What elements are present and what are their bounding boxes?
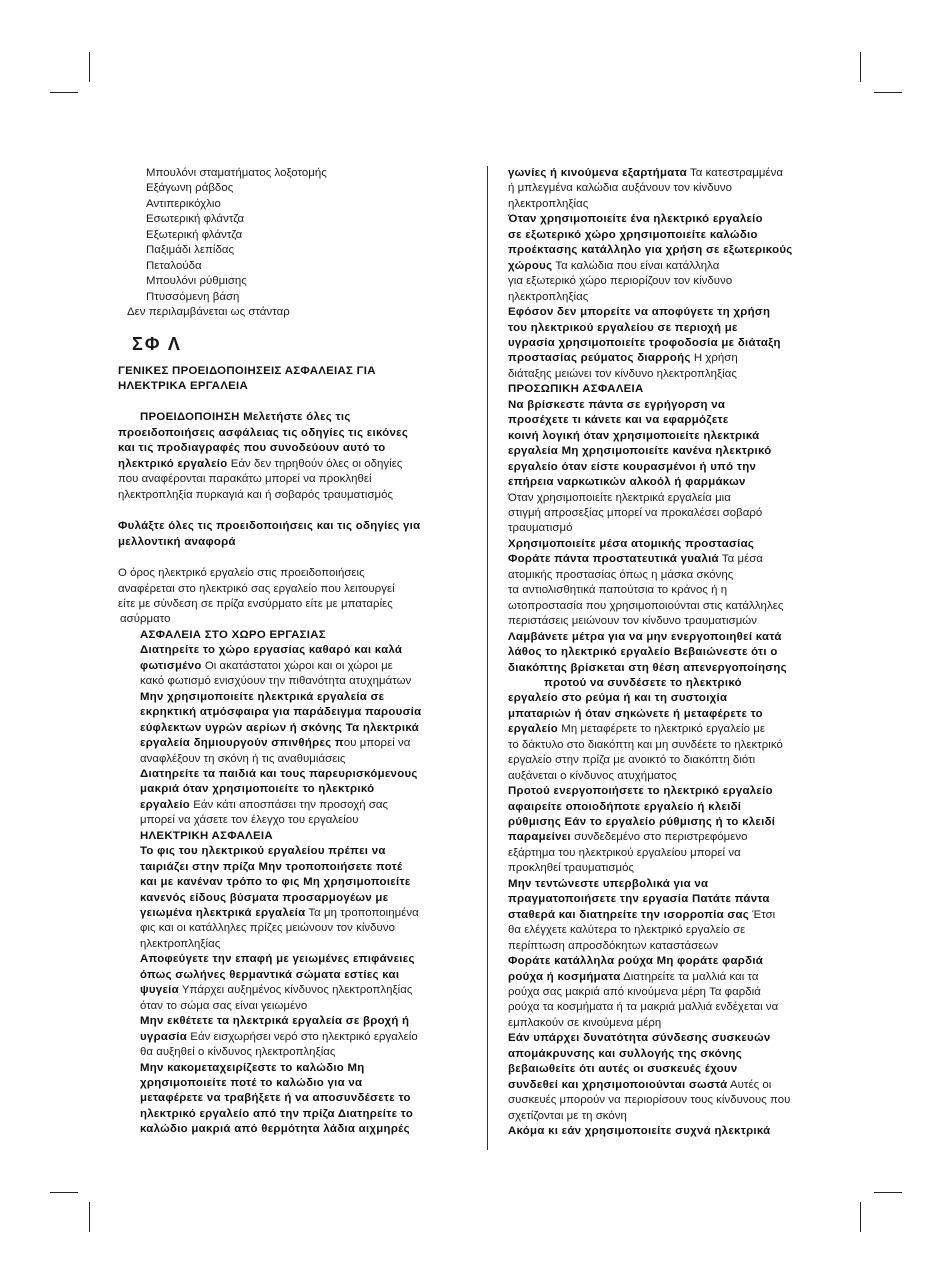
text-line <box>508 676 838 691</box>
body-text: Εάν εισχωρήσει νερό στο ηλεκτρικό εργαλείο <box>187 1030 418 1043</box>
text-line <box>118 968 468 983</box>
body-text: Υπάρχει αυξημένος κίνδυνος ηλεκτροπληξίας <box>178 984 413 997</box>
body-text: ατομικής προστασίας όπως η μάσκα σκόνης <box>508 568 734 581</box>
text-line <box>508 583 838 598</box>
body-text: Οι ακατάστατοι χώροι και οι χώροι με <box>201 659 393 672</box>
bold-text: Φοράτε πάντα προστατευτικά γυαλιά <box>508 553 719 566</box>
body-text: Διατηρείτε τα μαλλιά και τα <box>620 970 759 983</box>
text-line <box>118 612 468 627</box>
bold-text: προτού να συνδέσετε το ηλεκτρικό <box>544 676 742 689</box>
parts-list-item: Εξωτερική φλάντζα <box>146 228 243 241</box>
parts-list-item: Αντιπερικόχλιο <box>146 197 221 210</box>
body-text: ου μπορεί να <box>343 737 411 750</box>
bold-text: Εάν υπάρχει δυνατότητα σύνδεσης συσκευών <box>508 1032 771 1045</box>
text-line <box>508 521 838 536</box>
text-line <box>508 552 838 567</box>
text-line <box>508 877 838 892</box>
body-text: Μη μεταφέρετε το ηλεκτρικό εργαλείο με <box>558 723 765 736</box>
bold-text: μελλοντική αναφορά <box>118 535 236 548</box>
text-line <box>118 937 468 952</box>
bold-text: υγρασία χρησιμοποιείτε τροφοδοσία με διάταξη <box>508 336 781 349</box>
body-text: τα αντιολισθητικά παπούτσια το κράνος ή η <box>508 584 728 597</box>
parts-list-item: Παξιμάδι λεπίδας <box>146 244 235 257</box>
text-line <box>118 1045 468 1060</box>
bold-text: Φυλάξτε όλες τις προειδοποιήσεις και τις οδηγίες για <box>118 520 421 533</box>
body-text: ρούχα τα κοσμήματα ή τα μακριά μαλλιά ενδέχεται να <box>508 1001 779 1014</box>
bold-text: διακόπτης βρίσκεται στη θέση απενεργοποίησης <box>508 661 787 674</box>
body-text: Έτσι <box>749 908 776 921</box>
text-line <box>508 321 838 336</box>
warning-paragraph <box>118 410 468 503</box>
text-line <box>508 892 838 907</box>
bold-text: εύφλεκτων υγρών αερίων ή σκόνης Τα ηλεκτρικά <box>140 721 419 734</box>
bold-text: ΑΣΦΑΛΕΙΑ ΣΤΟ ΧΩΡΟ ΕΡΓΑΣΙΑΣ <box>140 628 326 641</box>
body-text: θα αυξηθεί ο κίνδυνος ηλεκτροπληξίας <box>140 1046 336 1059</box>
text-line <box>118 426 468 441</box>
text-line <box>508 614 838 629</box>
text-line <box>508 274 838 289</box>
body-text: αυξάνεται ο κίνδυνος ατυχήματος <box>508 769 677 782</box>
text-line <box>118 798 468 813</box>
text-line <box>118 891 468 906</box>
crop-mark-bottom-right-h <box>874 1192 902 1193</box>
text-line <box>508 1062 838 1077</box>
not-included-note: Δεν περιλαμβάνεται ως στάνταρ <box>127 306 290 319</box>
bold-text: μπαταριών ή όταν σηκώνετε ή μεταφέρετε το <box>508 707 763 720</box>
body-text: ηλεκτροπληξίας <box>508 290 589 303</box>
text-line <box>118 767 468 782</box>
text-line <box>508 738 838 753</box>
text-line <box>508 351 838 366</box>
bold-text: συνδεθεί και χρησιμοποιούνται σωστά <box>508 1078 728 1091</box>
text-line <box>508 181 838 196</box>
text-line <box>508 290 838 305</box>
text-line <box>508 243 838 258</box>
body-text: αναφέρεται στο ηλεκτρικό σας εργαλείο που λειτουργεί <box>118 582 395 595</box>
text-line <box>508 1031 838 1046</box>
bold-text: πραγματοποιήσετε την εργασία Πατάτε πάντα <box>508 893 770 906</box>
text-line <box>118 844 468 859</box>
body-text: όταν το σώμα σας είναι γειωμένο <box>140 999 308 1012</box>
body-text: σχετίζονται με τη σκόνη <box>508 1109 627 1122</box>
body-text: στιγμή απροσεξίας μπορεί να προκαλέσει σοβαρό <box>508 506 763 519</box>
body-text: ωτοπροστασία που χρησιμοποιούνται στις κατάλληλες <box>508 599 784 612</box>
body-text: συσκευές μπορούν να περιορίσουν τους κίνδυνους που <box>508 1094 791 1107</box>
text-line <box>118 1030 468 1045</box>
text-line <box>508 491 838 506</box>
text-line <box>118 875 468 890</box>
text-line <box>508 444 838 459</box>
bold-text: Μην χρησιμοποιείτε ηλεκτρικά εργαλεία σε <box>140 690 385 703</box>
text-line <box>118 674 468 689</box>
bold-text: προσέχετε τι κάνετε και να εφαρμόζετε <box>508 414 729 427</box>
general-warnings-title-line: ΗΛΕΚΤΡΙΚΑ ΕΡΓΑΛΕΙΑ <box>118 379 248 392</box>
bold-text: χρησιμοποιείτε ποτέ το καλώδιο για να <box>140 1077 363 1090</box>
text-line <box>508 985 838 1000</box>
body-text: ηλεκτροπληξίας <box>140 937 221 950</box>
body-text: μπορεί να χάσετε τον έλεγχο του εργαλείου <box>140 814 359 827</box>
body-text: Τα μη τροποποιημένα <box>305 907 419 920</box>
right-column <box>508 166 838 1140</box>
bold-text: απομάκρυνσης και συλλογής της σκόνης <box>508 1047 743 1060</box>
crop-mark-bottom-left <box>89 1202 90 1232</box>
text-line <box>508 398 838 413</box>
bold-text: αφαιρείτε οποιοδήποτε εργαλείο ή κλειδί <box>508 800 742 813</box>
body-text: αναφλέξουν τη σκόνη ή τις αναθυμιάσεις <box>140 752 346 765</box>
body-text: είτε με σύνδεση σε πρίζα ενσύρματο είτε με μπαταρίες <box>118 597 393 610</box>
parts-list-item: Πεταλούδα <box>146 259 202 272</box>
bold-text: ψυγεία <box>140 984 179 997</box>
body-text: εμπλακούν σε κινούμενα μέρη <box>508 1016 662 1029</box>
bold-text: Λαμβάνετε μέτρα για να μην ενεργοποιηθεί κατά <box>508 630 782 643</box>
text-line <box>508 800 838 815</box>
bold-text: Διατηρείτε το χώρο εργασίας καθαρό και καλά <box>140 644 403 657</box>
body-text: κακό φωτισμό ενισχύουν την πιθανότητα ατυχημάτων <box>140 675 412 688</box>
text-line <box>118 752 468 767</box>
bold-text: ΠΡΟΣΩΠΙΚΗ ΑΣΦΑΛΕΙΑ <box>508 383 644 396</box>
text-line <box>508 212 838 227</box>
text-line <box>118 782 468 797</box>
bold-text: σε εξωτερικό χώρο χρησιμοποιείτε καλώδιο <box>508 228 758 241</box>
text-line <box>508 197 838 212</box>
bold-text: και με κανέναν τρόπο το φις Μη χρησιμοποιείτε <box>140 876 411 889</box>
bold-text: γειωμένα ηλεκτρικά εργαλεία <box>140 907 306 920</box>
text-line <box>118 597 468 612</box>
bold-text: ΠΡΟΕΙΔΟΠΟΙΗΣΗ Μελετήστε όλες τις <box>140 411 351 424</box>
text-line <box>118 906 468 921</box>
body-text: τραυματισμό <box>508 522 573 535</box>
text-line <box>508 815 838 830</box>
parts-list-item: Μπουλόνι ρύθμισης <box>146 275 247 288</box>
body-text: ασύρματο <box>120 613 171 626</box>
crop-mark-bottom-left-h <box>50 1192 78 1193</box>
column-divider <box>487 166 488 1150</box>
bold-text: εργαλείο <box>508 723 559 736</box>
text-line <box>118 643 468 658</box>
bold-text: φωτισμένο <box>140 659 202 672</box>
right-body-text <box>508 166 838 1140</box>
text-line <box>118 535 468 550</box>
bold-text: όπως σωλήνες θερμαντικά σώματα εστίες και <box>140 968 400 981</box>
body-text: Τα μέσα <box>718 553 763 566</box>
body-text: φις και οι κατάλληλες πρίζες μειώνουν τον κίνδυνο <box>140 922 395 935</box>
text-line <box>118 860 468 875</box>
bold-text: Να βρίσκεστε πάντα σε εγρήγορση να <box>508 398 726 411</box>
bold-text: Διατηρείτε τα παιδιά και τους παρευρισκόμενους <box>140 767 418 780</box>
bold-text: χώρους <box>508 259 553 272</box>
text-line <box>118 813 468 828</box>
text-line <box>118 921 468 936</box>
text-line <box>118 721 468 736</box>
section-heading: ΣΦ Λ <box>132 333 182 354</box>
general-warnings-title-line: ΓΕΝΙΚΕΣ ΠΡΟΕΙΔΟΠΟΙΗΣΕΙΣ ΑΣΦΑΛΕΙΑΣ ΓΙΑ <box>118 364 376 377</box>
crop-mark-top-left-h <box>50 92 78 93</box>
body-text: περίπτωση απροσδόκητων καταστάσεων <box>508 939 719 952</box>
bold-text: γωνίες ή κινούμενα εξαρτήματα <box>508 167 687 179</box>
bold-text: βεβαιωθείτε ότι αυτές οι συσκευές έχουν <box>508 1063 738 1076</box>
bold-text: εργαλεία δημιουργούν σπινθήρες π <box>140 737 344 750</box>
body-text: Ο όρος ηλεκτρικό εργαλείο στις προειδοποιήσεις <box>118 567 365 580</box>
text-line <box>508 722 838 737</box>
bold-text: ηλεκτρικό εργαλείο από την πρίζα Διατηρείτε το <box>140 1107 414 1120</box>
text-line <box>508 1124 838 1139</box>
text-line <box>508 475 838 490</box>
body-text: ή μπλεγμένα καλώδια αυξάνουν τον κίνδυνο <box>508 182 733 195</box>
body-text: Όταν χρησιμοποιείτε ηλεκτρικά εργαλεία μια <box>508 491 731 504</box>
text-line <box>508 954 838 969</box>
bold-text: προέκτασης κατάλληλο για χρήση σε εξωτερικούς <box>508 244 793 257</box>
text-line <box>118 690 468 705</box>
text-line <box>508 846 838 861</box>
bold-text: Εφόσον δεν μπορείτε να αποφύγετε τη χρήση <box>508 306 771 319</box>
text-line <box>508 784 838 799</box>
text-line <box>118 488 468 503</box>
text-line <box>118 582 468 597</box>
bold-text: καλώδιο μακριά από θερμότητα λάδια αιχμηρές <box>140 1123 410 1136</box>
text-line <box>508 599 838 614</box>
parts-list <box>118 166 468 305</box>
text-line <box>508 429 838 444</box>
text-line <box>118 829 468 844</box>
bold-text: Μην εκθέτετε τα ηλεκτρικά εργαλεία σε βροχή ή <box>140 1015 410 1028</box>
text-line <box>508 707 838 722</box>
body-text: ηλεκτροπληξίας <box>508 197 589 210</box>
body-text: για εξωτερικό χώρο περιορίζουν τον κίνδυνο <box>508 275 733 288</box>
text-line <box>118 736 468 751</box>
text-line <box>508 1000 838 1015</box>
text-line <box>508 259 838 274</box>
text-line <box>118 659 468 674</box>
bold-text: ρούχα ή κοσμήματα <box>508 970 621 983</box>
crop-mark-top-right-h <box>874 92 902 93</box>
text-line <box>508 568 838 583</box>
body-text: θα ελέγχετε καλύτερα το ηλεκτρικό εργαλείο σε <box>508 924 746 937</box>
bold-text: Όταν χρησιμοποιείτε ένα ηλεκτρικό εργαλείο <box>508 213 763 226</box>
parts-list-item: Πτυσσόμενη βάση <box>146 290 240 303</box>
crop-mark-top-left <box>89 52 90 82</box>
bold-text: λάθος το ηλεκτρικό εργαλείο Βεβαιώνεστε ότι ο <box>508 646 778 659</box>
body-text: προκληθεί τραυματισμός <box>508 862 634 875</box>
text-line <box>118 519 468 534</box>
bold-text: κοινή λογική όταν χρησιμοποιείτε ηλεκτρικά <box>508 429 760 442</box>
body-text: εργαλείο στην πρίζα με ανοικτό το διακόπτη διότι <box>508 754 756 767</box>
body-text: Εάν κάτι αποσπάσει την προσοχή σας <box>190 798 389 811</box>
bold-text: Αποφεύγετε την επαφή με γειωμένες επιφάνειες <box>140 953 415 966</box>
crop-mark-bottom-right <box>860 1202 861 1232</box>
bold-text: προειδοποιήσεις ασφάλειας τις οδηγίες τις εικόνες <box>118 426 409 439</box>
bold-text: ηλεκτρικό εργαλείο <box>118 457 228 470</box>
text-line <box>118 983 468 998</box>
text-line <box>508 691 838 706</box>
text-line <box>118 1014 468 1029</box>
text-line <box>508 367 838 382</box>
bold-text: Χρησιμοποιείτε μέσα ατομικής προστασίας <box>508 537 755 550</box>
body-text: Τα κατεστραμμένα <box>686 167 784 179</box>
parts-list-item: Εξάγωνη ράβδος <box>146 182 234 195</box>
text-line <box>118 1061 468 1076</box>
text-line <box>508 630 838 645</box>
bold-text: ρύθμισης Εάν το εργαλείο ρύθμισης ή το κλειδί <box>508 816 776 829</box>
body-text: συνδεδεμένο στο περιστρεφόμενο <box>570 831 748 844</box>
bold-text: μακριά όταν χρησιμοποιείτε το ηλεκτρικό <box>140 783 375 796</box>
bold-text: Προτού ενεργοποιήσετε το ηλεκτρικό εργαλείο <box>508 785 773 798</box>
text-line <box>118 566 468 581</box>
bold-text: ΗΛΕΚΤΡΙΚΗ ΑΣΦΑΛΕΙΑ <box>140 829 273 842</box>
body-text: το δάκτυλο στο διακόπτη και μη συνδέετε το ηλεκτρικό <box>508 738 783 751</box>
text-line <box>508 228 838 243</box>
body-text: που αναφέρονται παρακάτω μπορεί να προκληθεί <box>118 473 372 486</box>
text-line <box>508 769 838 784</box>
bold-text: προστασίας ρεύματος διαρροής <box>508 352 691 365</box>
bold-text: παραμείνει <box>508 831 571 844</box>
text-line <box>118 999 468 1014</box>
bold-text: Ακόμα κι εάν χρησιμοποιείτε συχνά ηλεκτρικά <box>508 1125 771 1138</box>
text-line <box>118 441 468 456</box>
body-text: Η χρήση <box>690 352 738 365</box>
bold-text: Το φις του ηλεκτρικού εργαλείου πρέπει να <box>140 845 386 858</box>
text-line <box>508 830 838 845</box>
body-text: Αυτές οι <box>727 1078 772 1091</box>
bold-text: υγρασία <box>140 1030 188 1043</box>
text-line <box>508 939 838 954</box>
text-line <box>508 908 838 923</box>
crop-mark-top-right <box>860 52 861 82</box>
text-line <box>508 753 838 768</box>
text-line <box>508 923 838 938</box>
body-text: ηλεκτροπληξία πυρκαγιά και ή σοβαρός τραυματισμός <box>118 488 394 501</box>
text-line <box>118 472 468 487</box>
text-line <box>508 1047 838 1062</box>
text-line <box>118 1091 468 1106</box>
bold-text: επήρεια ναρκωτικών αλκοόλ ή φαρμάκων <box>508 476 746 489</box>
text-line <box>508 1016 838 1031</box>
text-line <box>118 628 468 643</box>
left-body-text <box>118 566 468 1138</box>
parts-list-item: Εσωτερική φλάντζα <box>146 213 245 226</box>
bold-text: μεταφέρετε να τραβήξετε ή να αποσυνδέσετε το <box>140 1092 411 1105</box>
bold-text: σταθερά και διατηρείτε την ισορροπία σας <box>508 908 749 921</box>
text-line <box>508 661 838 676</box>
text-line <box>118 705 468 720</box>
bold-text: κανενός είδους βύσματα προσαρμογέων με <box>140 891 389 904</box>
text-line <box>508 1078 838 1093</box>
text-line <box>508 413 838 428</box>
keep-instructions-paragraph <box>118 519 468 550</box>
text-line <box>508 166 838 181</box>
bold-text: εργαλείο <box>140 798 191 811</box>
bold-text: ταιριάζει στην πρίζα Μην τροποποιήσετε ποτέ <box>140 860 403 873</box>
text-line <box>118 1076 468 1091</box>
text-line <box>508 305 838 320</box>
text-line <box>118 952 468 967</box>
text-line <box>508 460 838 475</box>
general-warnings-title <box>118 364 468 395</box>
text-line <box>508 1109 838 1124</box>
text-line <box>508 645 838 660</box>
body-text: περιστάσεις μειώνουν τον κίνδυνο τραυματισμών <box>508 615 757 628</box>
bold-text: εργαλεία Μη χρησιμοποιείτε κανένα ηλεκτρικό <box>508 445 772 458</box>
text-line <box>118 410 468 425</box>
text-line <box>118 1122 468 1137</box>
bold-text: εργαλείο στο ρεύμα ή και τη συστοιχία <box>508 692 728 705</box>
text-line <box>508 970 838 985</box>
bold-text: Φοράτε κατάλληλα ρούχα Μη φοράτε φαρδιά <box>508 955 764 968</box>
body-text: διάταξης μειώνει τον κίνδυνο ηλεκτροπληξίας <box>508 367 737 380</box>
text-line <box>118 1107 468 1122</box>
body-text: εξάρτημα του ηλεκτρικού εργαλείου μπορεί να <box>508 846 741 859</box>
body-text: Τα καλώδια που είναι κατάλληλα <box>552 259 720 272</box>
text-line <box>508 506 838 521</box>
text-line <box>508 537 838 552</box>
text-line <box>508 336 838 351</box>
text-line <box>508 382 838 397</box>
bold-text: Μην τεντώνεστε υπερβολικά για να <box>508 877 709 890</box>
text-line <box>508 1093 838 1108</box>
body-text: ρούχα σας μακριά από κινούμενα μέρη Τα φαρδιά <box>508 986 761 999</box>
left-column <box>118 166 468 1138</box>
bold-text: και τις προδιαγραφές που συνοδεύουν αυτό το <box>118 442 386 455</box>
bold-text: Μην κακομεταχειρίζεστε το καλώδιο Μη <box>140 1061 365 1074</box>
text-line <box>118 457 468 472</box>
bold-text: του ηλεκτρικού εργαλείου σε περιοχή με <box>508 321 738 334</box>
text-line <box>508 861 838 876</box>
bold-text: εκρηκτική ατμόσφαιρα για παράδειγμα παρουσία <box>140 706 422 719</box>
bold-text: εργαλείο όταν είστε κουρασμένοι ή υπό την <box>508 460 757 473</box>
body-text: Εάν δεν τηρηθούν όλες οι οδηγίες <box>227 457 403 470</box>
parts-list-item: Μπουλόνι σταματήματος λοξοτομής <box>146 167 327 179</box>
